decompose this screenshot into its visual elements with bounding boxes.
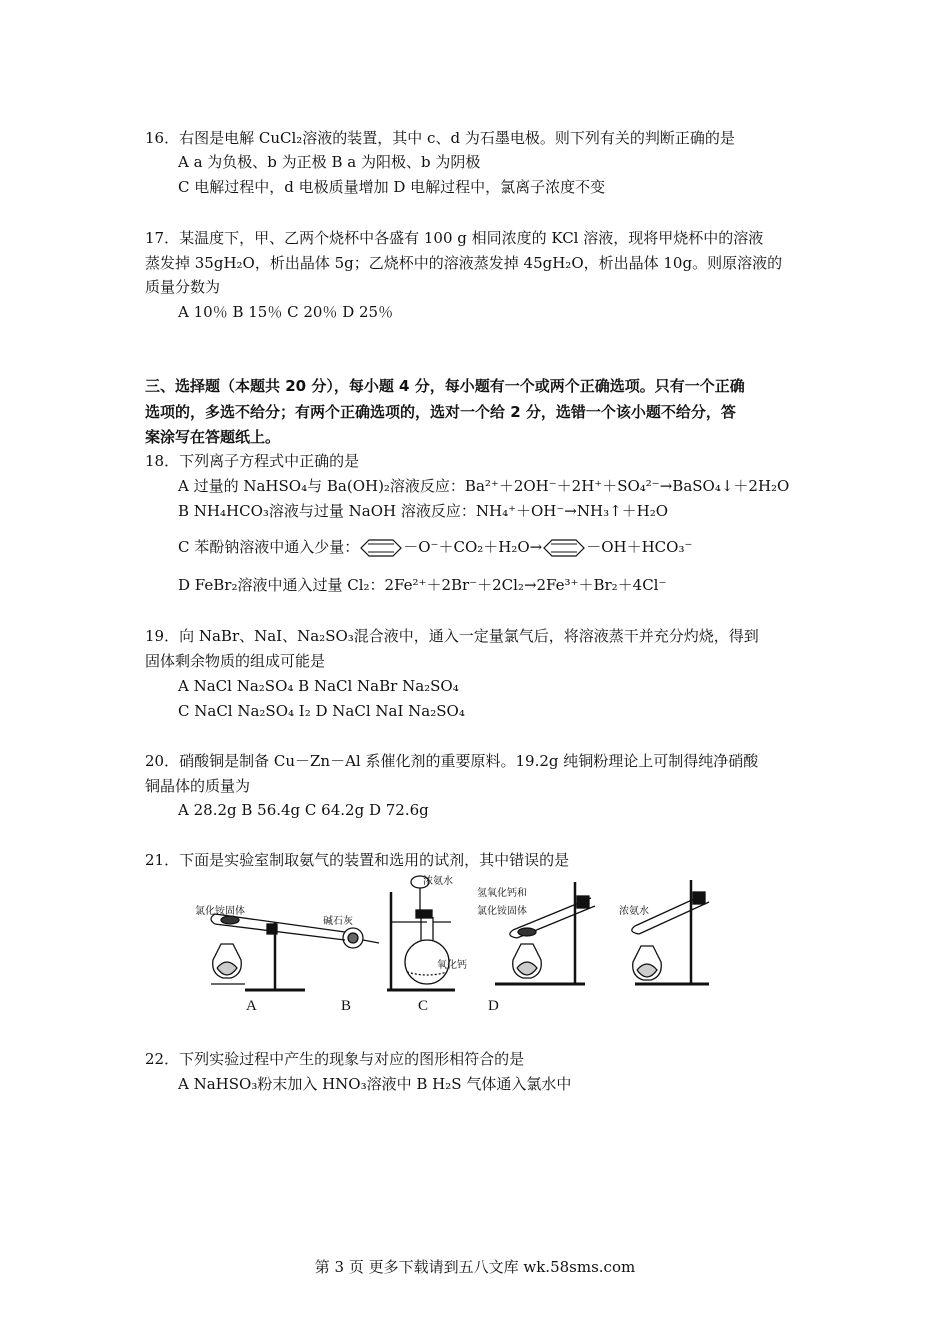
- label-calcium-oxide: 氧化钙: [437, 960, 467, 971]
- q22-options: A NaHSO₃粉末加入 HNO₃溶液中 B H₂S 气体通入氯水中: [178, 1075, 572, 1093]
- q17-line1: 17．某温度下，甲、乙两个烧杯中各盛有 100 g 相同浓度的 KCl 溶液，现将甲烧杯中的溶液: [145, 229, 764, 247]
- q18-option-c-middle: －O⁻＋CO₂＋H₂O→: [403, 538, 543, 556]
- apparatus-a: [211, 914, 379, 990]
- q19-options-cd: C NaCl Na₂SO₄ I₂ D NaCl NaI Na₂SO₄: [178, 702, 465, 720]
- q16-options-ab: A a 为负极、b 为正极 B a 为阳极、b 为阴极: [178, 153, 481, 171]
- q18-option-c: [178, 537, 692, 558]
- label-calcium-hydroxide: 氢氧化钙和: [477, 888, 527, 899]
- benzene-ring-icon: [542, 538, 586, 558]
- label-soda-lime: 碱石灰: [323, 916, 353, 927]
- label-conc-ammonia-d: 浓氨水: [619, 906, 649, 917]
- label-ammonium-chloride-solid-a: 氯化铵固体: [195, 906, 245, 917]
- apparatus-b: [387, 876, 455, 990]
- q19-options-ab: A NaCl Na₂SO₄ B NaCl NaBr Na₂SO₄: [178, 677, 459, 695]
- q17-line2: 蒸发掉 35gH₂O，析出晶体 5g；乙烧杯中的溶液蒸发掉 45gH₂O，析出晶体 10g。则原溶液的: [145, 254, 783, 272]
- figure-label-c: C: [418, 998, 429, 1014]
- q16-options-cd: C 电解过程中，d 电极质量增加 D 电解过程中，氯离子浓度不变: [178, 178, 606, 196]
- q18-option-c-prefix: C 苯酚钠溶液中通入少量：: [178, 538, 360, 556]
- q21-stem: 21．下面是实验室制取氨气的装置和选用的试剂，其中错误的是: [145, 851, 570, 869]
- q18-option-a: A 过量的 NaHSO₄与 Ba(OH)₂溶液反应：Ba²⁺＋2OH⁻＋2H⁺＋SO₄²⁻→BaSO₄↓＋2H₂O: [178, 477, 790, 495]
- q20-line1: 20．硝酸铜是制备 Cu－Zn－Al 系催化剂的重要原料。19.2g 纯铜粉理论上可制得纯净硝酸: [145, 752, 759, 770]
- q18-option-d: D FeBr₂溶液中通入过量 Cl₂：2Fe²⁺＋2Br⁻＋2Cl₂→2Fe³⁺＋Br₂＋4Cl⁻: [178, 576, 667, 594]
- figure-label-d: D: [488, 998, 499, 1014]
- figure-label-b: B: [341, 998, 352, 1014]
- section3-line3: 案涂写在答题纸上。: [145, 428, 281, 446]
- section3-line1: 三、选择题（本题共 20 分），每小题 4 分，每小题有一个或两个正确选项。只有一个正确: [145, 377, 745, 395]
- q19-line2: 固体剩余物质的组成可能是: [145, 652, 326, 670]
- figure-label-a: A: [246, 998, 257, 1014]
- q17-options: A 10％ B 15％ C 20％ D 25％: [178, 303, 394, 321]
- q20-line2: 铜晶体的质量为: [145, 777, 251, 795]
- q16-stem: 16．右图是电解 CuCl₂溶液的装置，其中 c、d 为石墨电极。则下列有关的判断正确的是: [145, 129, 735, 147]
- page-footer: 第 3 页 更多下载请到五八文库 wk.58sms.com: [314, 1258, 636, 1276]
- q17-line3: 质量分数为: [145, 278, 221, 296]
- ammonia-apparatus-figure: [195, 872, 725, 994]
- apparatus-d: [632, 880, 709, 984]
- q18-stem: 18．下列离子方程式中正确的是: [145, 452, 360, 470]
- q20-options: A 28.2g B 56.4g C 64.2g D 72.6g: [178, 801, 429, 819]
- q19-line1: 19．向 NaBr、NaI、Na₂SO₃混合液中，通入一定量氯气后，将溶液蒸干并充分灼烧，得到: [145, 627, 759, 645]
- label-ammonium-chloride-solid-c: 氯化铵固体: [477, 906, 527, 917]
- benzene-ring-icon: [359, 538, 403, 558]
- q18-option-b: B NH₄HCO₃溶液与过量 NaOH 溶液反应：NH₄⁺＋OH⁻→NH₃↑＋H₂O: [178, 502, 669, 520]
- q18-option-c-suffix: －OH＋HCO₃⁻: [586, 538, 693, 556]
- section3-line2: 选项的，多选不给分；有两个正确选项的，选对一个给 2 分，选错一个该小题不给分，答: [145, 403, 736, 421]
- q22-stem: 22．下列实验过程中产生的现象与对应的图形相符合的是: [145, 1050, 525, 1068]
- label-conc-ammonia-b: 浓氨水: [423, 876, 453, 887]
